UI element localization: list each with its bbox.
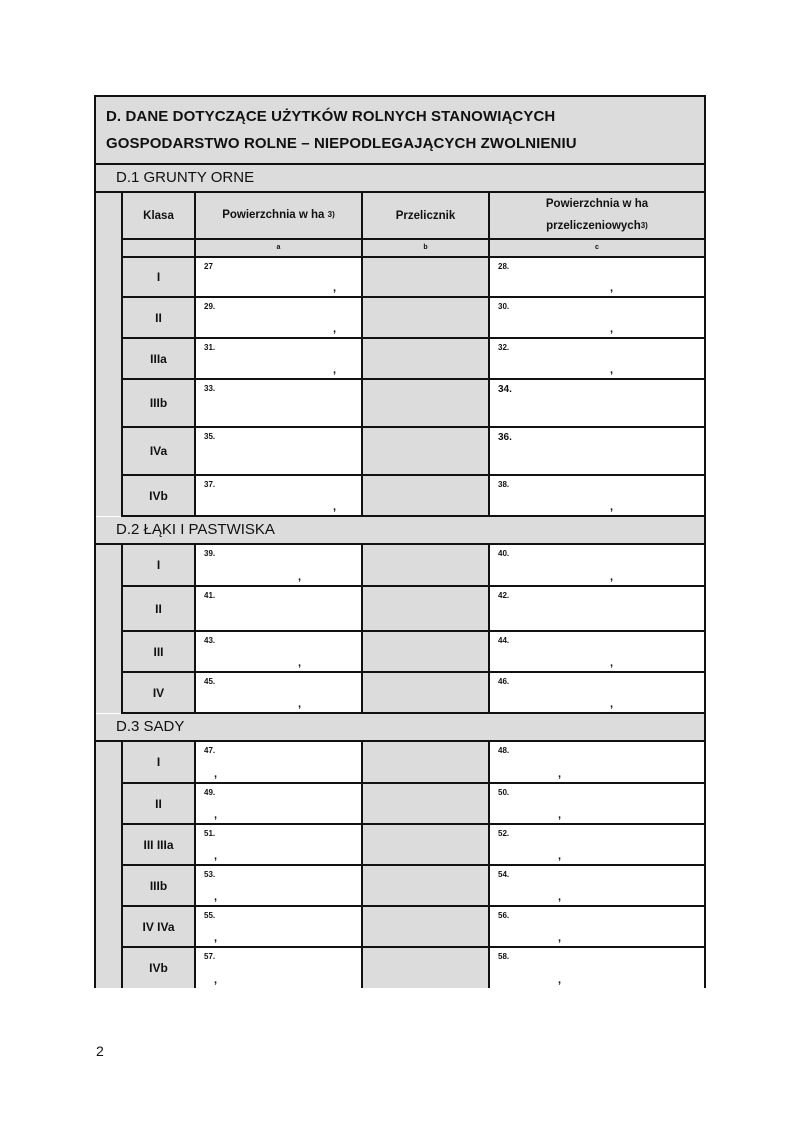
field-41[interactable] — [195, 586, 362, 631]
table-row — [96, 427, 704, 475]
field-number: 43. — [204, 636, 216, 645]
d3-table — [96, 742, 704, 988]
field-number: 38. — [498, 480, 510, 489]
field-number: 58. — [498, 952, 510, 961]
klasa-label: IV IVa — [122, 906, 195, 947]
decimal-comma: , — [333, 323, 337, 335]
przelicznik-cell — [362, 742, 489, 783]
header-powierzchnia-label: Powierzchnia w ha — [222, 209, 325, 221]
subsection-d1-title: D.1 GRUNTY ORNE — [96, 165, 704, 193]
table-row — [96, 783, 704, 824]
d3-side-margin — [96, 742, 122, 988]
field-31[interactable] — [195, 338, 362, 379]
field-33[interactable] — [195, 379, 362, 427]
table-row — [96, 824, 704, 865]
header-pp-line1: Powierzchnia w ha — [545, 198, 649, 210]
klasa-label: IVa — [122, 427, 195, 475]
field-number: 29. — [204, 302, 216, 311]
field-number: 28. — [498, 262, 510, 271]
section-d-title-line1: D. DANE DOTYCZĄCE UŻYTKÓW ROLNYCH STANOWIĄCYCH — [106, 108, 556, 125]
przelicznik-cell — [362, 427, 489, 475]
field-number: 31. — [204, 343, 216, 352]
field-number: 51. — [204, 829, 216, 838]
klasa-label: IIIb — [122, 865, 195, 906]
field-52[interactable] — [489, 824, 704, 865]
field-27[interactable] — [195, 257, 362, 297]
klasa-label: I — [122, 545, 195, 586]
field-number: 48. — [498, 746, 510, 755]
decimal-comma: , — [610, 698, 614, 710]
field-36[interactable] — [489, 427, 704, 475]
field-number: 56. — [498, 911, 510, 920]
klasa-label: II — [122, 586, 195, 631]
header-pp-footnote: 3) — [640, 221, 648, 230]
field-51[interactable] — [195, 824, 362, 865]
subheader-b: b — [362, 239, 489, 257]
field-number: 37. — [204, 480, 216, 489]
field-57[interactable] — [195, 947, 362, 988]
table-row — [96, 475, 704, 516]
decimal-comma: , — [298, 698, 302, 710]
przelicznik-cell — [362, 297, 489, 338]
decimal-comma: , — [558, 768, 562, 780]
page-number: 2 — [96, 1043, 104, 1059]
header-powierzchnia-footnote: 3) — [327, 210, 335, 219]
field-32[interactable] — [489, 338, 704, 379]
decimal-comma: , — [610, 501, 614, 513]
field-number: 36. — [498, 432, 512, 443]
field-46[interactable] — [489, 672, 704, 713]
klasa-label: IIIa — [122, 338, 195, 379]
przelicznik-cell — [362, 865, 489, 906]
table-row — [96, 545, 704, 586]
przelicznik-cell — [362, 475, 489, 516]
klasa-label: I — [122, 742, 195, 783]
przelicznik-cell — [362, 824, 489, 865]
przelicznik-cell — [362, 631, 489, 672]
klasa-label: II — [122, 783, 195, 824]
d2-side-margin — [96, 545, 122, 713]
table-row — [96, 257, 704, 297]
klasa-label: I — [122, 257, 195, 297]
klasa-label: IV — [122, 672, 195, 713]
decimal-comma: , — [558, 974, 562, 986]
klasa-label: III — [122, 631, 195, 672]
decimal-comma: , — [610, 323, 614, 335]
przelicznik-cell — [362, 545, 489, 586]
table-row — [96, 947, 704, 988]
field-40[interactable] — [489, 545, 704, 586]
field-28[interactable] — [489, 257, 704, 297]
table-row — [96, 906, 704, 947]
field-58[interactable] — [489, 947, 704, 988]
field-29[interactable] — [195, 297, 362, 338]
field-38[interactable] — [489, 475, 704, 516]
klasa-label: II — [122, 297, 195, 338]
field-number: 46. — [498, 677, 510, 686]
field-55[interactable] — [195, 906, 362, 947]
table-row — [96, 338, 704, 379]
d1-table — [96, 193, 704, 517]
field-54[interactable] — [489, 865, 704, 906]
przelicznik-cell — [362, 257, 489, 297]
field-53[interactable] — [195, 865, 362, 906]
table-row — [96, 297, 704, 338]
table-row — [96, 379, 704, 427]
field-number: 53. — [204, 870, 216, 879]
field-50[interactable] — [489, 783, 704, 824]
subsection-d2-title: D.2 ŁĄKI I PASTWISKA — [96, 517, 704, 545]
d2-table — [96, 545, 704, 714]
table-row — [96, 865, 704, 906]
subheader-c: c — [489, 239, 704, 257]
przelicznik-cell — [362, 338, 489, 379]
decimal-comma: , — [610, 657, 614, 669]
field-number: 35. — [204, 432, 216, 441]
decimal-comma: , — [558, 891, 562, 903]
decimal-comma: , — [214, 809, 218, 821]
klasa-label: IVb — [122, 947, 195, 988]
przelicznik-cell — [362, 906, 489, 947]
table-row — [96, 586, 704, 631]
decimal-comma: , — [558, 932, 562, 944]
field-number: 42. — [498, 591, 510, 600]
decimal-comma: , — [333, 501, 337, 513]
field-number: 45. — [204, 677, 216, 686]
subheader-blank — [122, 239, 195, 257]
klasa-label: III IIIa — [122, 824, 195, 865]
decimal-comma: , — [214, 974, 218, 986]
decimal-comma: , — [214, 768, 218, 780]
field-45[interactable] — [195, 672, 362, 713]
decimal-comma: , — [333, 364, 337, 376]
field-number: 49. — [204, 788, 216, 797]
field-number: 27 — [204, 262, 213, 271]
field-37[interactable] — [195, 475, 362, 516]
przelicznik-cell — [362, 586, 489, 631]
section-d-title-line2: GOSPODARSTWO ROLNE – NIEPODLEGAJĄCYCH ZWOLNIENIU — [106, 135, 577, 152]
field-number: 30. — [498, 302, 510, 311]
subsection-d3-title: D.3 SADY — [96, 714, 704, 742]
field-number: 47. — [204, 746, 216, 755]
decimal-comma: , — [333, 282, 337, 294]
field-number: 34. — [498, 384, 512, 395]
przelicznik-cell — [362, 672, 489, 713]
field-47[interactable] — [195, 742, 362, 783]
field-number: 55. — [204, 911, 216, 920]
field-number: 52. — [498, 829, 510, 838]
decimal-comma: , — [214, 850, 218, 862]
decimal-comma: , — [298, 657, 302, 669]
field-number: 50. — [498, 788, 510, 797]
field-34[interactable] — [489, 379, 704, 427]
decimal-comma: , — [610, 282, 614, 294]
header-klasa: Klasa — [122, 193, 195, 239]
field-42[interactable] — [489, 586, 704, 631]
field-43[interactable] — [195, 631, 362, 672]
decimal-comma: , — [610, 571, 614, 583]
decimal-comma: , — [214, 932, 218, 944]
field-number: 44. — [498, 636, 510, 645]
klasa-label: IVb — [122, 475, 195, 516]
d1-side-margin — [96, 193, 122, 516]
field-number: 54. — [498, 870, 510, 879]
header-pp-line2: przeliczeniowych — [546, 220, 641, 232]
decimal-comma: , — [558, 850, 562, 862]
field-number: 32. — [498, 343, 510, 352]
table-row — [96, 742, 704, 783]
subheader-a: a — [195, 239, 362, 257]
decimal-comma: , — [558, 809, 562, 821]
field-number: 40. — [498, 549, 510, 558]
klasa-label: IIIb — [122, 379, 195, 427]
header-powierzchnia-przeliczeniowa — [489, 193, 704, 239]
field-49[interactable] — [195, 783, 362, 824]
field-39[interactable] — [195, 545, 362, 586]
field-30[interactable] — [489, 297, 704, 338]
field-56[interactable] — [489, 906, 704, 947]
table-row — [96, 672, 704, 713]
field-44[interactable] — [489, 631, 704, 672]
field-number: 57. — [204, 952, 216, 961]
field-number: 41. — [204, 591, 216, 600]
przelicznik-cell — [362, 947, 489, 988]
header-przelicznik: Przelicznik — [362, 193, 489, 239]
field-number: 33. — [204, 384, 216, 393]
section-d-form — [94, 95, 706, 988]
field-35[interactable] — [195, 427, 362, 475]
header-powierzchnia — [195, 193, 362, 239]
field-number: 39. — [204, 549, 216, 558]
przelicznik-cell — [362, 783, 489, 824]
table-row — [96, 631, 704, 672]
przelicznik-cell — [362, 379, 489, 427]
decimal-comma: , — [610, 364, 614, 376]
decimal-comma: , — [298, 571, 302, 583]
field-48[interactable] — [489, 742, 704, 783]
section-d-header — [96, 97, 704, 165]
decimal-comma: , — [214, 891, 218, 903]
